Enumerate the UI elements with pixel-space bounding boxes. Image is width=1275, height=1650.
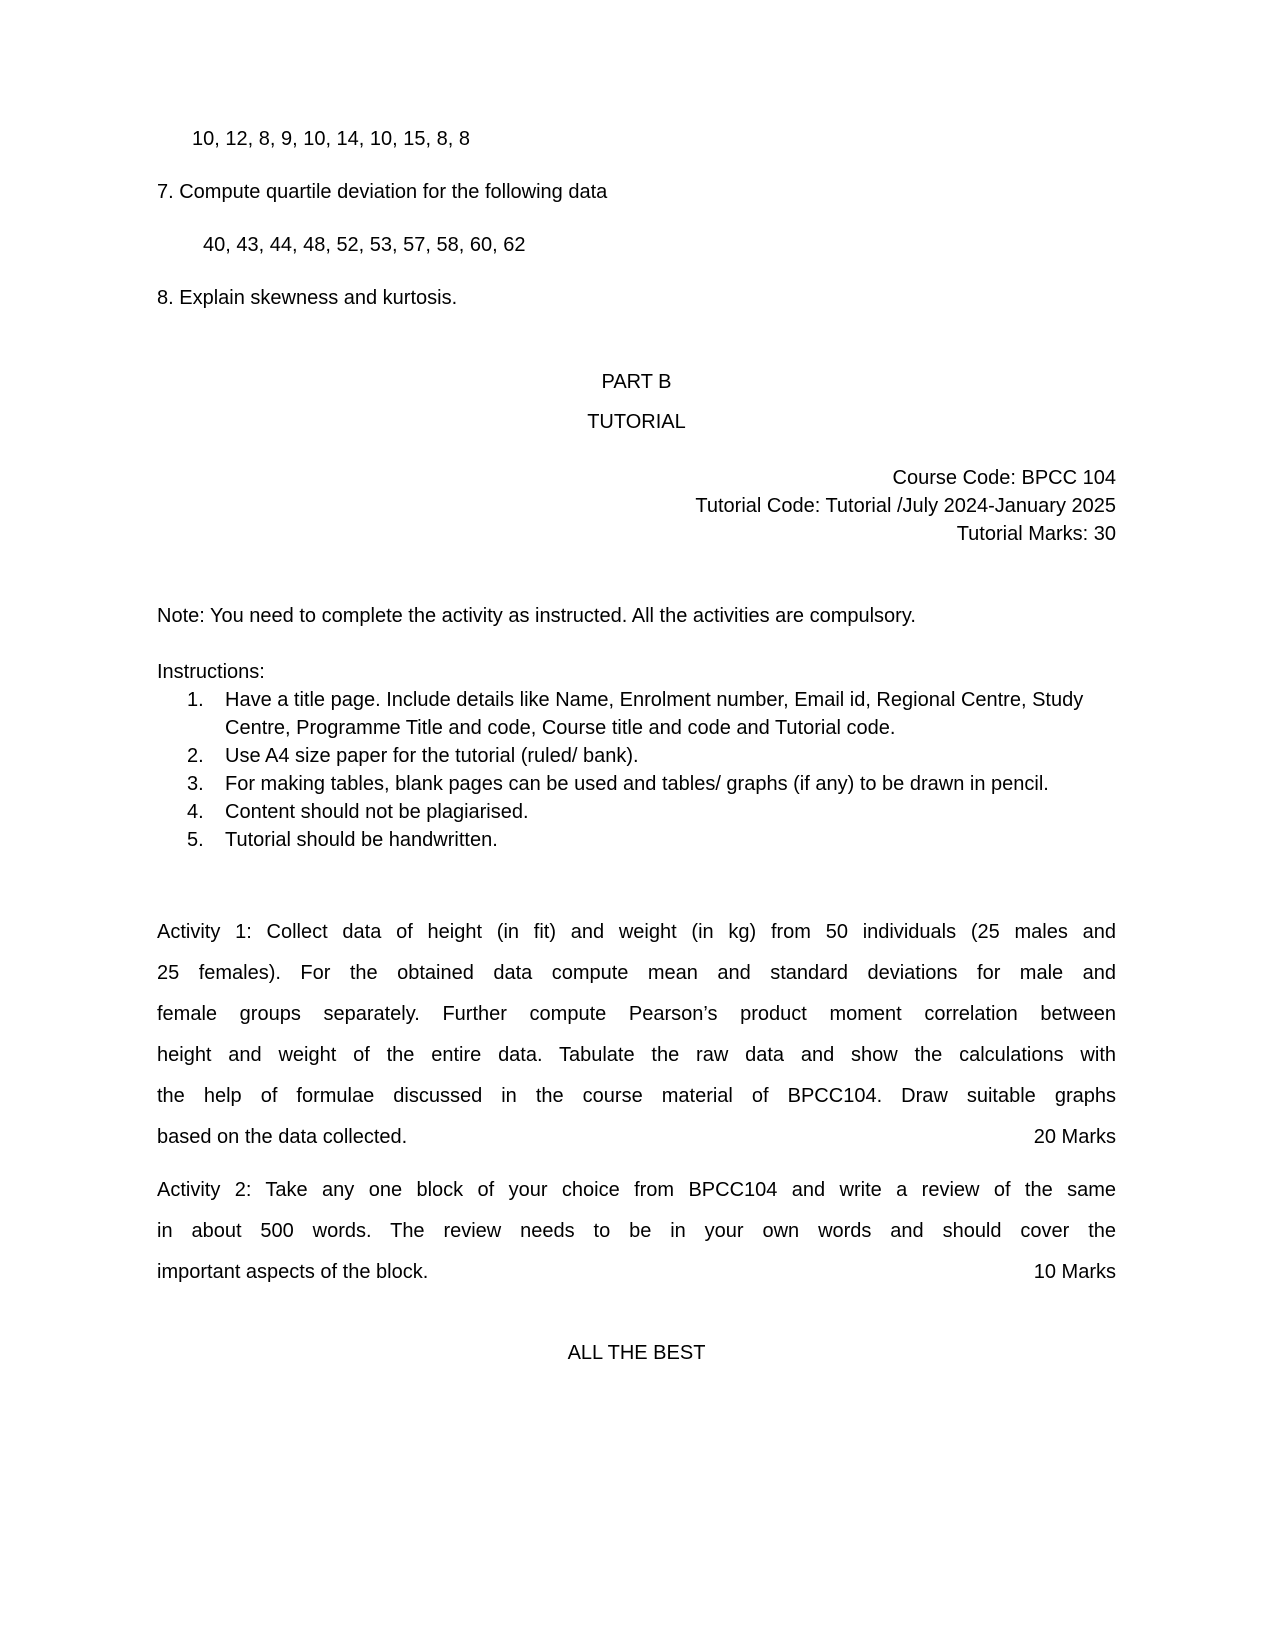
instruction-item <box>157 770 1116 798</box>
question-7: 7. Compute quartile deviation for the following data <box>157 181 608 203</box>
instructions-list <box>157 686 1116 854</box>
part-b-heading: PART B <box>601 371 672 393</box>
note-text: Note: You need to complete the activity as instructed. All the activities are compulsory. <box>157 605 916 627</box>
instruction-text: Have a title page. Include details like Name, Enrolment number, Email id, Regional Centre, Study Centre, Programme Title and code, Course title and code and Tutorial code. <box>225 689 1084 739</box>
activity-1-last-text: based on the data collected. <box>157 1126 408 1148</box>
activity-2-line: in about 500 words. The review needs to be in your own words and should cover the <box>157 1220 1116 1242</box>
course-info-block <box>157 464 1116 548</box>
course-code: Course Code: BPCC 104 <box>892 467 1116 489</box>
closing-text: ALL THE BEST <box>567 1342 706 1364</box>
activity-2-last-line <box>157 1252 1116 1293</box>
activity-2-line: Activity 2: Take any one block of your choice from BPCC104 and write a review of the same <box>157 1179 1116 1201</box>
question-8: 8. Explain skewness and kurtosis. <box>157 287 458 309</box>
tutorial-heading: TUTORIAL <box>587 411 686 433</box>
instruction-text: Use A4 size paper for the tutorial (ruled/ bank). <box>225 745 639 767</box>
question6-data-line: 10, 12, 8, 9, 10, 14, 10, 15, 8, 8 <box>192 128 470 150</box>
activity-2-last-text: important aspects of the block. <box>157 1261 429 1283</box>
activity-1-paragraph <box>157 912 1116 1158</box>
question7-data-line: 40, 43, 44, 48, 52, 53, 57, 58, 60, 62 <box>203 234 526 256</box>
instruction-item <box>157 686 1116 742</box>
instructions-label: Instructions: <box>157 661 265 683</box>
instruction-text: Tutorial should be handwritten. <box>225 829 498 851</box>
instruction-text: For making tables, blank pages can be used and tables/ graphs (if any) to be drawn in pencil. <box>225 773 1049 795</box>
instruction-text: Content should not be plagiarised. <box>225 801 529 823</box>
instruction-item <box>157 826 1116 854</box>
instruction-number: 4. <box>187 801 204 823</box>
instruction-number: 5. <box>187 829 204 851</box>
activity-1-marks: 20 Marks <box>1033 1126 1116 1148</box>
activity-1-line: female groups separately. Further compute Pearson’s product moment correlation between <box>157 1003 1116 1025</box>
activity-1-line: height and weight of the entire data. Tabulate the raw data and show the calculations with <box>157 1044 1116 1066</box>
instruction-item <box>157 742 1116 770</box>
activity-2-paragraph <box>157 1170 1116 1293</box>
activity-1-line: the help of formulae discussed in the course material of BPCC104. Draw suitable graphs <box>157 1085 1116 1107</box>
instruction-number: 2. <box>187 745 204 767</box>
tutorial-marks: Tutorial Marks: 30 <box>956 523 1116 545</box>
activity-2-marks: 10 Marks <box>1033 1261 1116 1283</box>
instruction-number: 1. <box>187 689 204 711</box>
activity-1-line: Activity 1: Collect data of height (in fit) and weight (in kg) from 50 individuals (25 males and <box>157 921 1116 943</box>
activity-1-line: 25 females). For the obtained data compute mean and standard deviations for male and <box>157 962 1116 984</box>
instruction-number: 3. <box>187 773 204 795</box>
tutorial-code: Tutorial Code: Tutorial /July 2024-January 2025 <box>695 495 1116 517</box>
instruction-item <box>157 798 1116 826</box>
activity-1-last-line <box>157 1117 1116 1158</box>
